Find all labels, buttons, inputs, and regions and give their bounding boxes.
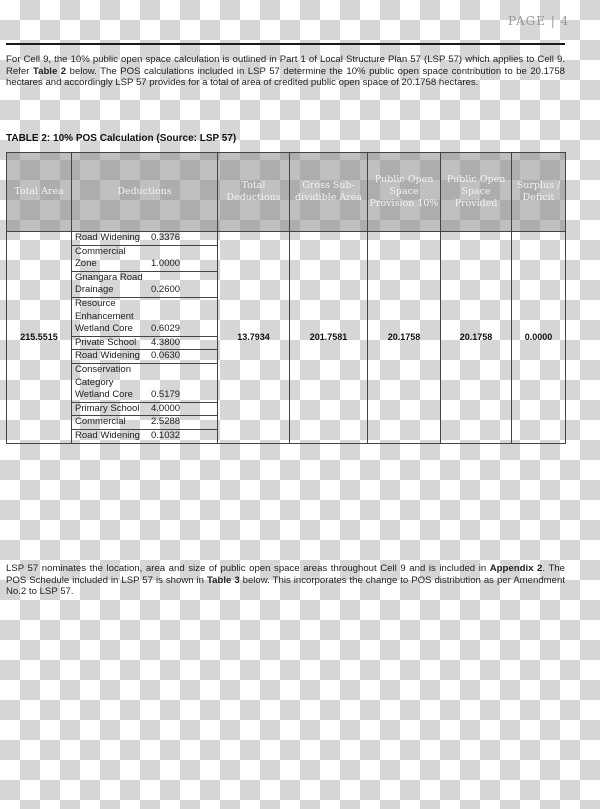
deduction-row bbox=[72, 416, 217, 430]
header-pos-provision: Public Open Space Provision 10% bbox=[368, 153, 441, 232]
page-number: PAGE | 4 bbox=[508, 14, 570, 28]
deduction-row bbox=[72, 336, 217, 350]
closing-appendix-ref: Appendix 2 bbox=[489, 563, 543, 574]
deduction-row bbox=[72, 245, 217, 271]
header-pos-provided: Public Open Space Provided bbox=[441, 153, 512, 232]
deductions-list bbox=[72, 232, 217, 443]
deduction-row bbox=[72, 363, 217, 402]
header-rule bbox=[6, 43, 565, 45]
deduction-name: Road Widening bbox=[72, 350, 148, 364]
deduction-value: 0.6029 bbox=[148, 297, 217, 336]
deduction-row bbox=[72, 402, 217, 416]
value-pos-provision: 20.1758 bbox=[368, 232, 441, 444]
intro-table-ref: Table 2 bbox=[32, 65, 67, 77]
deduction-name: Road Widening bbox=[75, 429, 140, 441]
deduction-name: Commercial bbox=[72, 416, 148, 430]
deduction-name: Private School bbox=[72, 336, 148, 350]
deduction-name: Road Widening bbox=[72, 232, 148, 245]
pos-calculation-table bbox=[6, 152, 566, 444]
header-total-area: Total Area bbox=[7, 153, 72, 232]
deduction-name: Commercial Zone bbox=[72, 245, 148, 271]
closing-text-c: below. This incorporates the change to POS distribution as per Amendment No.2 to LSP 57. bbox=[6, 574, 565, 597]
deduction-name: Primary School bbox=[72, 402, 148, 416]
header-total-deductions: Total Deductions bbox=[218, 153, 290, 232]
value-gross-area: 201.7581 bbox=[290, 232, 368, 444]
deduction-value: 2.5288 bbox=[148, 416, 217, 430]
deduction-row bbox=[72, 350, 217, 364]
table-caption: TABLE 2: 10% POS Calculation (Source: LSP 57) bbox=[6, 133, 237, 144]
closing-text-b: . The POS Schedule included in LSP 57 is shown in bbox=[6, 563, 565, 586]
deduction-row bbox=[72, 271, 217, 297]
deduction-value: 0.0630 bbox=[148, 350, 217, 364]
value-pos-provided: 20.1758 bbox=[441, 232, 512, 444]
deduction-value: 0.1032 bbox=[151, 429, 181, 441]
deduction-value: 0.5179 bbox=[148, 363, 217, 402]
header-gross-area: Gross Sub-dividible Area bbox=[290, 153, 368, 232]
closing-table-ref: Table 3 bbox=[207, 574, 240, 586]
header-surplus: Surplus / Deficit bbox=[512, 153, 566, 232]
value-total-area: 215.5515 bbox=[7, 232, 72, 444]
intro-paragraph bbox=[6, 54, 565, 89]
value-surplus: 0.0000 bbox=[512, 232, 566, 444]
intro-text-a: For Cell 9, the 10% public open space calculation is outlined in Part 1 of Local Structure Plan 57 (LSP 57) which applies to Cell 9. Refer bbox=[6, 54, 565, 77]
closing-paragraph bbox=[6, 563, 565, 598]
deduction-value: 1.0000 bbox=[148, 245, 217, 271]
intro-text-b: below. The POS calculations included in LSP 57 determine the 10% public open space contribution to be 20.1758 hectares and accordingly LSP 57 provides for a total of area of credited public open space of 20.1758 hectares. bbox=[6, 65, 565, 88]
deduction-value: 4.0000 bbox=[148, 402, 217, 416]
header-deductions: Deductions bbox=[72, 153, 218, 232]
deduction-value: 0.2600 bbox=[148, 271, 217, 297]
closing-text-a: LSP 57 nominates the location, area and size of public open space areas throughout Cell 9 and is included in bbox=[6, 563, 490, 574]
deduction-name: Conservation Category Wetland Core bbox=[72, 363, 148, 402]
deduction-value: 4.3800 bbox=[148, 336, 217, 350]
deduction-row bbox=[72, 232, 217, 245]
value-total-deductions: 13.7934 bbox=[218, 232, 290, 444]
deduction-name: Resource Enhancement Wetland Core bbox=[72, 297, 148, 336]
deduction-row bbox=[72, 297, 217, 336]
deduction-row bbox=[72, 429, 217, 442]
deduction-value: 0.3376 bbox=[148, 232, 217, 245]
deductions-cell bbox=[72, 232, 218, 444]
deduction-name: Gnangara Road Drainage bbox=[72, 271, 148, 297]
